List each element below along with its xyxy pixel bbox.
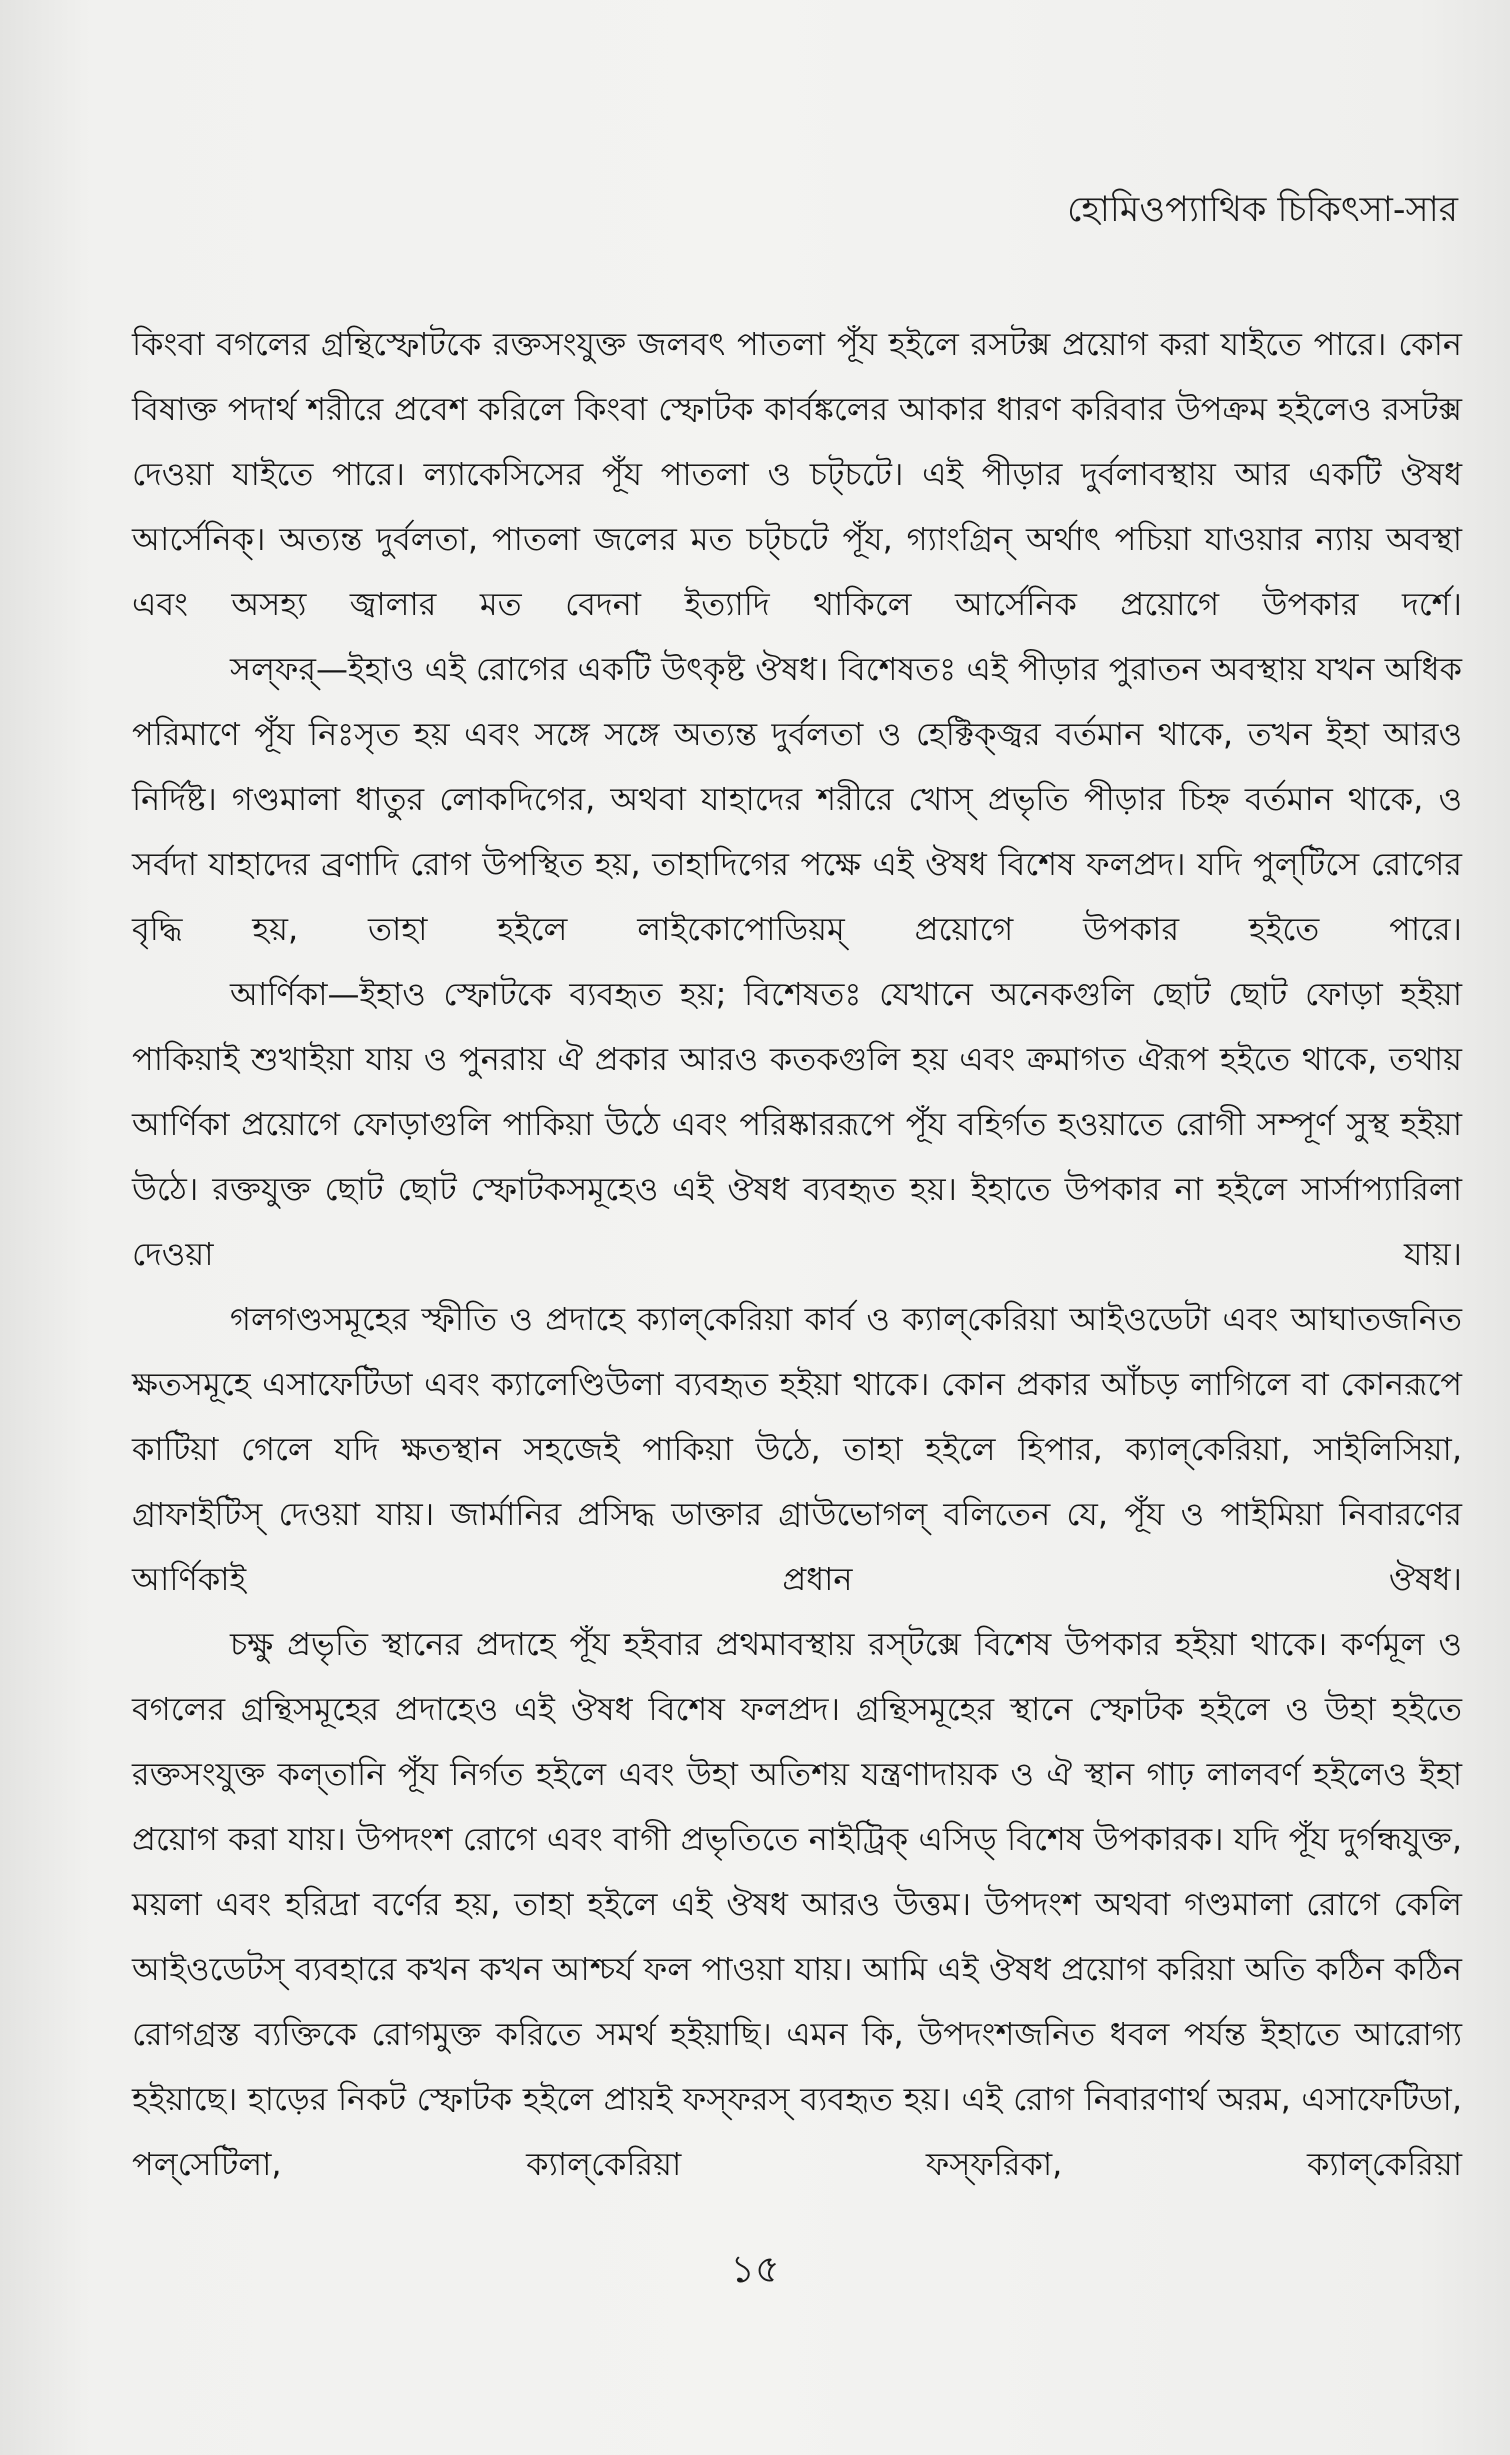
paragraph-sulphur: সল্‌ফর্‌—ইহাও এই রোগের একটি উৎকৃষ্ট ঔষধ। বিশেষতঃ এই পীড়ার পুরাতন অবস্থায় যখন অধিক পরিমাণে পূঁয নিঃসৃত হয় এবং সঙ্গে সঙ্গে অত্যন্ত দুর্বলতা ও হেক্টিক্‌জ্বর বর্তমান থাকে, তখন ইহা আরও নির্দিষ্ট। গণ্ডমালা ধাতুর লোকদিগের, অথবা যাহাদের শরীরে খোস্‌ প্রভৃতি পীড়ার চিহ্ন বর্তমান থাকে, ও সর্বদা যাহাদের ব্রণাদি রোগ উপস্থিত হয়, তাহাদিগের পক্ষে এই ঔষধ বিশেষ ফলপ্রদ। যদি পুল্‌টিসে রোগের বৃদ্ধি হয়, তাহা হইলে লাইকোপোডিয়ম্‌ প্রয়োগে উপকার হইতে পারে। — [132, 650, 1462, 948]
running-head: হোমিওপ্যাথিক চিকিৎসা-সার — [1067, 190, 1458, 230]
paragraph-goitre: গলগণ্ডসমূহের স্ফীতি ও প্রদাহে ক্যাল্‌কেরিয়া কার্ব ও ক্যাল্‌কেরিয়া আইওডেটা এবং আঘাতজনিত ক্ষতসমূহে এসাফেটিডা এবং ক্যালেণ্ডিউলা ব্যবহৃত হইয়া থাকে। কোন প্রকার আঁচড় লাগিলে বা কোনরূপে কাটিয়া গেলে যদি ক্ষতস্থান সহজেই পাকিয়া উঠে, তাহা হইলে হিপার, ক্যাল্‌কেরিয়া, সাইলিসিয়া, গ্রাফাইটিস্‌ দেওয়া যায়। জার্মানির প্রসিদ্ধ ডাক্তার গ্রাউভোগল্‌ বলিতেন যে, পূঁয ও পাইমিয়া নিবারণের আর্ণিকাই প্রধান ঔষধ। — [132, 1300, 1462, 1598]
paragraph-eye-inflammation: চক্ষু প্রভৃতি স্থানের প্রদাহে পূঁয হইবার প্রথমাবস্থায় রস্‌টক্সে বিশেষ উপকার হইয়া থাকে। কর্ণমূল ও বগলের গ্রন্থিসমূহের প্রদাহেও এই ঔষধ বিশেষ ফলপ্রদ। গ্রন্থিসমূহের স্থানে স্ফোটক হইলে ও উহা হইতে রক্তসংযুক্ত কল্‌তানি পূঁয নির্গত হইলে এবং উহা অতিশয় যন্ত্রণাদায়ক ও ঐ স্থান গাঢ় লালবর্ণ হইলেও ইহা প্রয়োগ করা যায়। উপদংশ রোগে এবং বাগী প্রভৃতিতে নাইট্রিক্‌ এসিড্‌ বিশেষ উপকারক। যদি পূঁয দুর্গন্ধযুক্ত, ময়লা এবং হরিদ্রা বর্ণের হয়, তাহা হইলে এই ঔষধ আরও উত্তম। উপদংশ অথবা গণ্ডমালা রোগে কেলি আইওডেটস্‌ ব্যবহারে কখন কখন আশ্চর্য ফল পাওয়া যায়। আমি এই ঔষধ প্রয়োগ করিয়া অতি কঠিন কঠিন রোগগ্রস্ত ব্যক্তিকে রোগমুক্ত করিতে সমর্থ হইয়াছি। এমন কি, উপদংশজনিত ধবল পর্যন্ত ইহাতে আরোগ্য হইয়াছে। হাড়ের নিকট স্ফোটক হইলে প্রায়ই ফস্‌ফরস্‌ ব্যবহৃত হয়। এই রোগ নিবারণার্থ অরম, এসাফেটিডা, পল্‌সেটিলা, ক্যাল্‌কেরিয়া ফস্‌ফরিকা, ক্যাল্‌কেরিয়া — [132, 1625, 1462, 2183]
page-number: ১৫ — [730, 2247, 780, 2291]
body-text — [132, 312, 1462, 2197]
paragraph-arnica: আর্ণিকা—ইহাও স্ফোটকে ব্যবহৃত হয়; বিশেষতঃ যেখানে অনেকগুলি ছোট ছোট ফোড়া হইয়া পাকিয়াই শুখাইয়া যায় ও পুনরায় ঐ প্রকার আরও কতকগুলি হয় এবং ক্রমাগত ঐরূপ হইতে থাকে, তথায় আর্ণিকা প্রয়োগে ফোড়াগুলি পাকিয়া উঠে এবং পরিষ্কাররূপে পূঁয বহির্গত হওয়াতে রোগী সম্পূর্ণ সুস্থ হইয়া উঠে। রক্তযুক্ত ছোট ছোট স্ফোটকসমূহেও এই ঔষধ ব্যবহৃত হয়। ইহাতে উপকার না হইলে সার্সাপ্যারিলা দেওয়া যায়। — [132, 975, 1462, 1273]
paragraph-rastox: কিংবা বগলের গ্রন্থিস্ফোটকে রক্তসংযুক্ত জলবৎ পাতলা পূঁয হইলে রসটক্স প্রয়োগ করা যাইতে পারে। কোন বিষাক্ত পদার্থ শরীরে প্রবেশ করিলে কিংবা স্ফোটক কার্বঙ্কলের আকার ধারণ করিবার উপক্রম হইলেও রসটক্স দেওয়া যাইতে পারে। ল্যাকেসিসের পূঁয পাতলা ও চট্‌চটে। এই পীড়ার দুর্বলাবস্থায় আর একটি ঔষধ আর্সেনিক্‌। অত্যন্ত দুর্বলতা, পাতলা জলের মত চট্‌চটে পূঁয, গ্যাংগ্রিন্‌ অর্থাৎ পচিয়া যাওয়ার ন্যায় অবস্থা এবং অসহ্য জ্বালার মত বেদনা ইত্যাদি থাকিলে আর্সেনিক প্রয়োগে উপকার দর্শে। — [132, 325, 1462, 623]
